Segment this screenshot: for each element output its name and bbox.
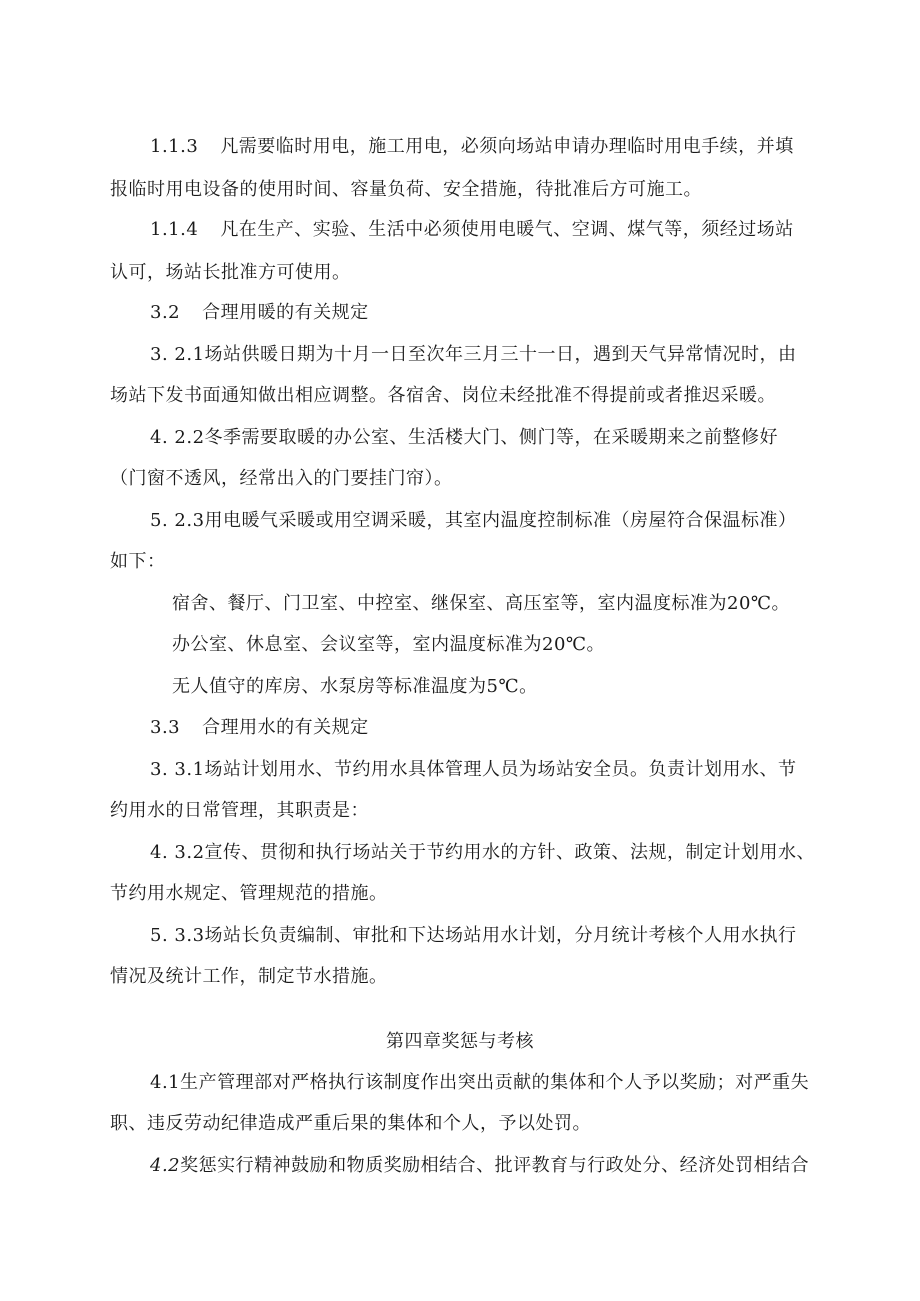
- clause-number: 4.2: [150, 1155, 181, 1176]
- section-heading-3-2: [150, 301, 369, 325]
- paragraph-3-2-1-line1: 3. 2.1场站供暖日期为十月一日至次年三月三十一日，遇到天气异常情况时，由: [150, 344, 797, 365]
- section-title: 合理用水的有关规定: [202, 717, 369, 738]
- paragraph-1-1-3-line2: 报临时用电设备的使用时间、容量负荷、安全措施，待批准后方可施工。: [110, 179, 702, 200]
- paragraph-2-3-line2: 如下：: [110, 551, 166, 572]
- paragraph-3-3-1-line2: 约用水的日常管理，其职责是：: [110, 800, 369, 821]
- paragraph-2-2-line1: 4. 2.2冬季需要取暖的办公室、生活楼大门、侧门等，在采暖期来之前整修好: [150, 427, 779, 448]
- paragraph-4-1-line2: 职、违反劳动纪律造成严重后果的集体和个人，予以处罚。: [110, 1113, 591, 1134]
- section-heading-3-3: [150, 716, 369, 740]
- paragraph-2-2-line2: （门窗不透风，经常出入的门要挂门帘）。: [110, 468, 453, 489]
- temperature-standard-item: 无人值守的库房、水泵房等标准温度为5℃。: [172, 676, 538, 697]
- paragraph-1-1-4-line1: [150, 218, 794, 242]
- clause-text: 奖惩实行精神鼓励和物质奖励相结合、批评教育与行政处分、经济处罚相结合: [180, 1155, 810, 1176]
- paragraph-1-1-3-line1: [150, 135, 794, 159]
- paragraph-1-1-4-line2: 认可，场站长批准方可使用。: [110, 262, 351, 283]
- paragraph-3-3-1-line1: 3. 3.1场站计划用水、节约用水具体管理人员为场站安全员。负责计划用水、节: [150, 759, 797, 780]
- clause-text: 凡需要临时用电，施工用电，必须向场站申请办理临时用电手续，并填: [220, 136, 794, 157]
- temperature-standard-item: 办公室、休息室、会议室等，室内温度标准为20℃。: [172, 634, 606, 655]
- section-number: 3.2: [150, 302, 181, 323]
- section-number: 3.3: [150, 717, 181, 738]
- paragraph-4-1-line1: 4.1生产管理部对严格执行该制度作出突出贡献的集体和个人予以奖励；对严重失: [150, 1072, 810, 1093]
- chapter-heading: 第四章奖惩与考核: [386, 1031, 534, 1052]
- clause-number: 1.1.4: [150, 219, 199, 240]
- temperature-standard-item: 宿舍、餐厅、门卫室、中控室、继保室、高压室等，室内温度标准为20℃。: [172, 593, 791, 614]
- clause-number: 1.1.3: [150, 136, 199, 157]
- paragraph-3-3-line1: 5. 3.3场站长负责编制、审批和下达场站用水计划，分月统计考核个人用水执行: [150, 925, 797, 946]
- paragraph-4-2-line1: [150, 1154, 809, 1178]
- clause-text: 凡在生产、实验、生活中必须使用电暖气、空调、煤气等，须经过场站: [220, 219, 794, 240]
- paragraph-3-2-line1: 4. 3.2宣传、贯彻和执行场站关于节约用水的方针、政策、法规，制定计划用水、: [150, 842, 816, 863]
- section-title: 合理用暖的有关规定: [202, 302, 369, 323]
- paragraph-3-3-line2: 情况及统计工作，制定节水措施。: [110, 966, 388, 987]
- paragraph-3-2-line2: 节约用水规定、管理规范的措施。: [110, 883, 388, 904]
- paragraph-2-3-line1: 5. 2.3用电暖气采暖或用空调采暖，其室内温度控制标准（房屋符合保温标准）: [150, 510, 797, 531]
- paragraph-3-2-1-line2: 场站下发书面通知做出相应调整。各宿舍、岗位未经批准不得提前或者推迟采暖。: [110, 385, 776, 406]
